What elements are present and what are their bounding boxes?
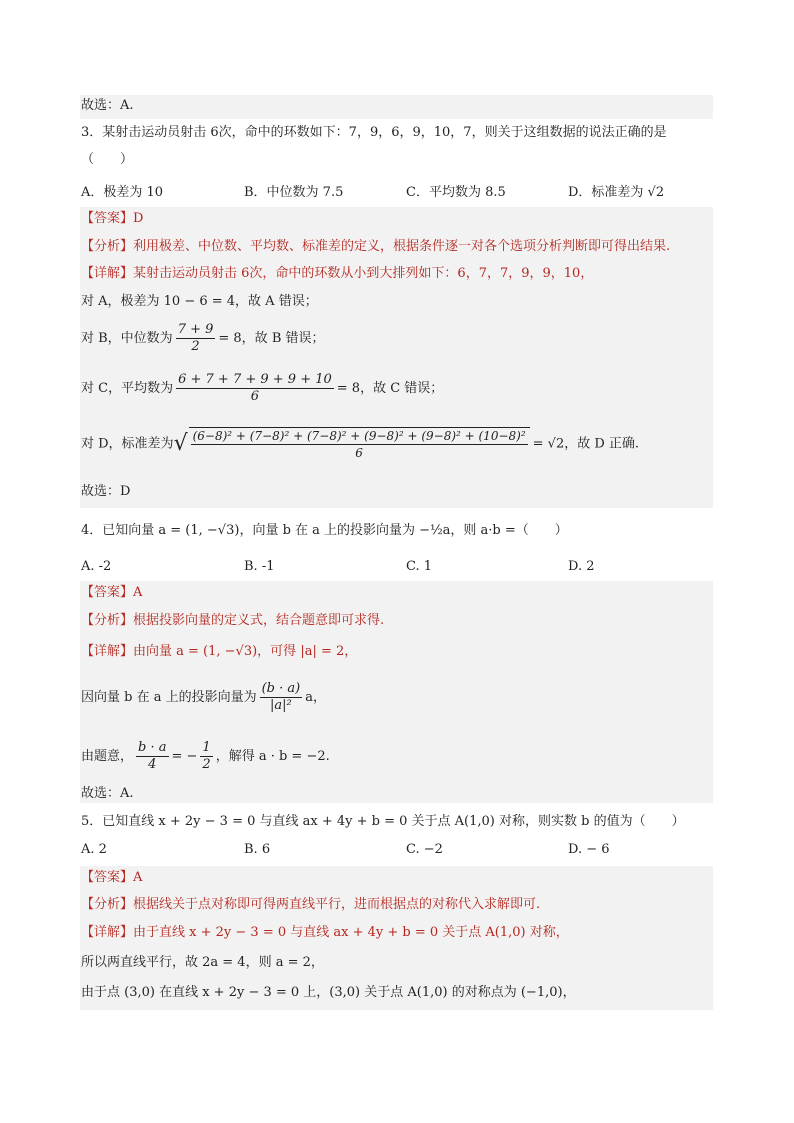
choose-line: 故选：D xyxy=(81,484,131,499)
answer-value: A xyxy=(133,585,143,600)
detail-line-c xyxy=(81,372,443,405)
option-b: B. 6 xyxy=(244,842,271,857)
sqrt-sign-icon: √ xyxy=(173,431,188,456)
detail-line xyxy=(81,265,593,283)
option-d: D．标准差为 √2 xyxy=(568,185,665,200)
detail-text: 某射击运动员射击 6次，命中的环数从小到大排列如下：6，7，7，9，9，10， xyxy=(133,266,594,281)
option-a: A. 2 xyxy=(81,842,107,857)
question-stem: 5．已知直线 x + 2y − 3 = 0 与直线 ax + 4y + b = 0 关于点 A(1,0) 对称，则实数 b 的值为（ ） xyxy=(81,814,685,829)
line-prefix: 由题意， xyxy=(81,749,134,764)
detail-tag: 【详解】 xyxy=(81,266,134,281)
numerator: b · a xyxy=(138,740,167,755)
analysis-tag: 【分析】 xyxy=(81,239,134,254)
option-b: B. -1 xyxy=(244,559,275,574)
analysis-text: 利用极差、中位数、平均数、标准差的定义，根据条件逐一对各个选项分析判断即可得出结果. xyxy=(133,239,671,254)
analysis-line xyxy=(81,896,540,914)
detail-line-a: 对 A，极差为 10 − 6 = 4，故 A 错误； xyxy=(81,294,318,309)
line-suffix: ，解得 a · b = −2. xyxy=(215,749,330,764)
answer-line xyxy=(81,210,143,228)
numerator: 6 + 7 + 7 + 9 + 9 + 10 xyxy=(178,372,332,387)
detail-tag: 【详解】 xyxy=(81,925,134,940)
option-a: A. -2 xyxy=(81,559,112,574)
equals-minus: = − xyxy=(171,749,198,764)
line-prefix: 对 C，平均数为 xyxy=(81,381,174,396)
numerator: (b · a) xyxy=(261,681,301,696)
line-suffix: = 8，故 B 错误； xyxy=(218,331,325,346)
analysis-line xyxy=(81,612,384,630)
answer-tag: 【答案】 xyxy=(81,211,134,226)
choose-line: 故选：A. xyxy=(81,786,134,801)
line-prefix: 对 D，标准差为 xyxy=(81,436,174,452)
question-paren: （ ） xyxy=(81,152,134,167)
fraction xyxy=(176,322,216,355)
detail-text: 由于直线 x + 2y − 3 = 0 与直线 ax + 4y + b = 0 关于点 A(1,0) 对称， xyxy=(133,925,569,940)
option-c: C. −2 xyxy=(406,842,443,857)
analysis-text: 根据投影向量的定义式，结合题意即可求得. xyxy=(133,613,385,628)
option-d: D. − 6 xyxy=(568,842,610,857)
detail-line-2 xyxy=(81,681,326,714)
line-suffix: = 8，故 C 错误； xyxy=(336,381,444,396)
detail-line xyxy=(81,924,569,942)
detail-line-b xyxy=(81,322,325,355)
fraction xyxy=(200,740,212,773)
denominator: 4 xyxy=(148,757,157,772)
answer-tag: 【答案】 xyxy=(81,585,134,600)
option-a: A．极差为 10 xyxy=(81,185,164,200)
line-suffix: a， xyxy=(305,690,326,705)
detail-line xyxy=(81,643,357,661)
denominator: 6 xyxy=(355,446,363,460)
denominator: |a|² xyxy=(270,698,292,713)
fraction xyxy=(189,427,530,461)
option-c: C. 1 xyxy=(406,559,433,574)
question-stem: 3．某射击运动员射击 6次，命中的环数如下：7，9，6，9，10，7，则关于这组数据的说法正确的是 xyxy=(81,125,667,140)
option-d: D. 2 xyxy=(568,559,595,574)
detail-line-d xyxy=(81,427,639,461)
answer-tag: 【答案】 xyxy=(81,870,134,885)
analysis-tag: 【分析】 xyxy=(81,897,134,912)
fraction xyxy=(136,740,168,773)
choose-line: 故选：A. xyxy=(81,98,134,113)
fraction xyxy=(176,372,334,405)
fraction xyxy=(260,681,303,714)
analysis-line xyxy=(81,238,670,256)
question-stem: 4．已知向量 a = (1, −√3)，向量 b 在 a 上的投影向量为 −½a，则 a·b =（ ） xyxy=(81,523,568,538)
denominator: 2 xyxy=(191,339,200,354)
analysis-tag: 【分析】 xyxy=(81,613,134,628)
option-b: B．中位数为 7.5 xyxy=(244,185,344,200)
detail-tag: 【详解】 xyxy=(81,644,134,659)
analysis-text: 根据线关于点对称即可得两直线平行，进而根据点的对称代入求解即可. xyxy=(133,897,541,912)
detail-text: 由向量 a = (1, −√3)，可得 |a| = 2， xyxy=(133,644,358,659)
detail-line-3: 由于点 (3,0) 在直线 x + 2y − 3 = 0 上，(3,0) 关于点 A(1,0) 的对称点为 (−1,0)， xyxy=(81,985,576,1000)
line-prefix: 对 B，中位数为 xyxy=(81,331,173,346)
numerator: 1 xyxy=(202,740,211,755)
line-prefix: 因向量 b 在 a 上的投影向量为 xyxy=(81,690,257,705)
numerator: 7 + 9 xyxy=(177,322,214,337)
option-c: C．平均数为 8.5 xyxy=(406,185,506,200)
answer-line xyxy=(81,869,142,887)
answer-value: A xyxy=(133,870,143,885)
answer-line xyxy=(81,584,142,602)
denominator: 2 xyxy=(202,757,211,772)
detail-line-3 xyxy=(81,740,330,773)
line-suffix: = √2，故 D 正确. xyxy=(532,436,640,452)
answer-value: D xyxy=(133,211,144,226)
detail-line-2: 所以两直线平行，故 2a = 4，则 a = 2， xyxy=(81,955,324,970)
numerator: (6−8)² + (7−8)² + (7−8)² + (9−8)² + (9−8)² + (10−8)² xyxy=(192,429,526,443)
solution-shade xyxy=(80,95,713,119)
denominator: 6 xyxy=(250,389,260,404)
